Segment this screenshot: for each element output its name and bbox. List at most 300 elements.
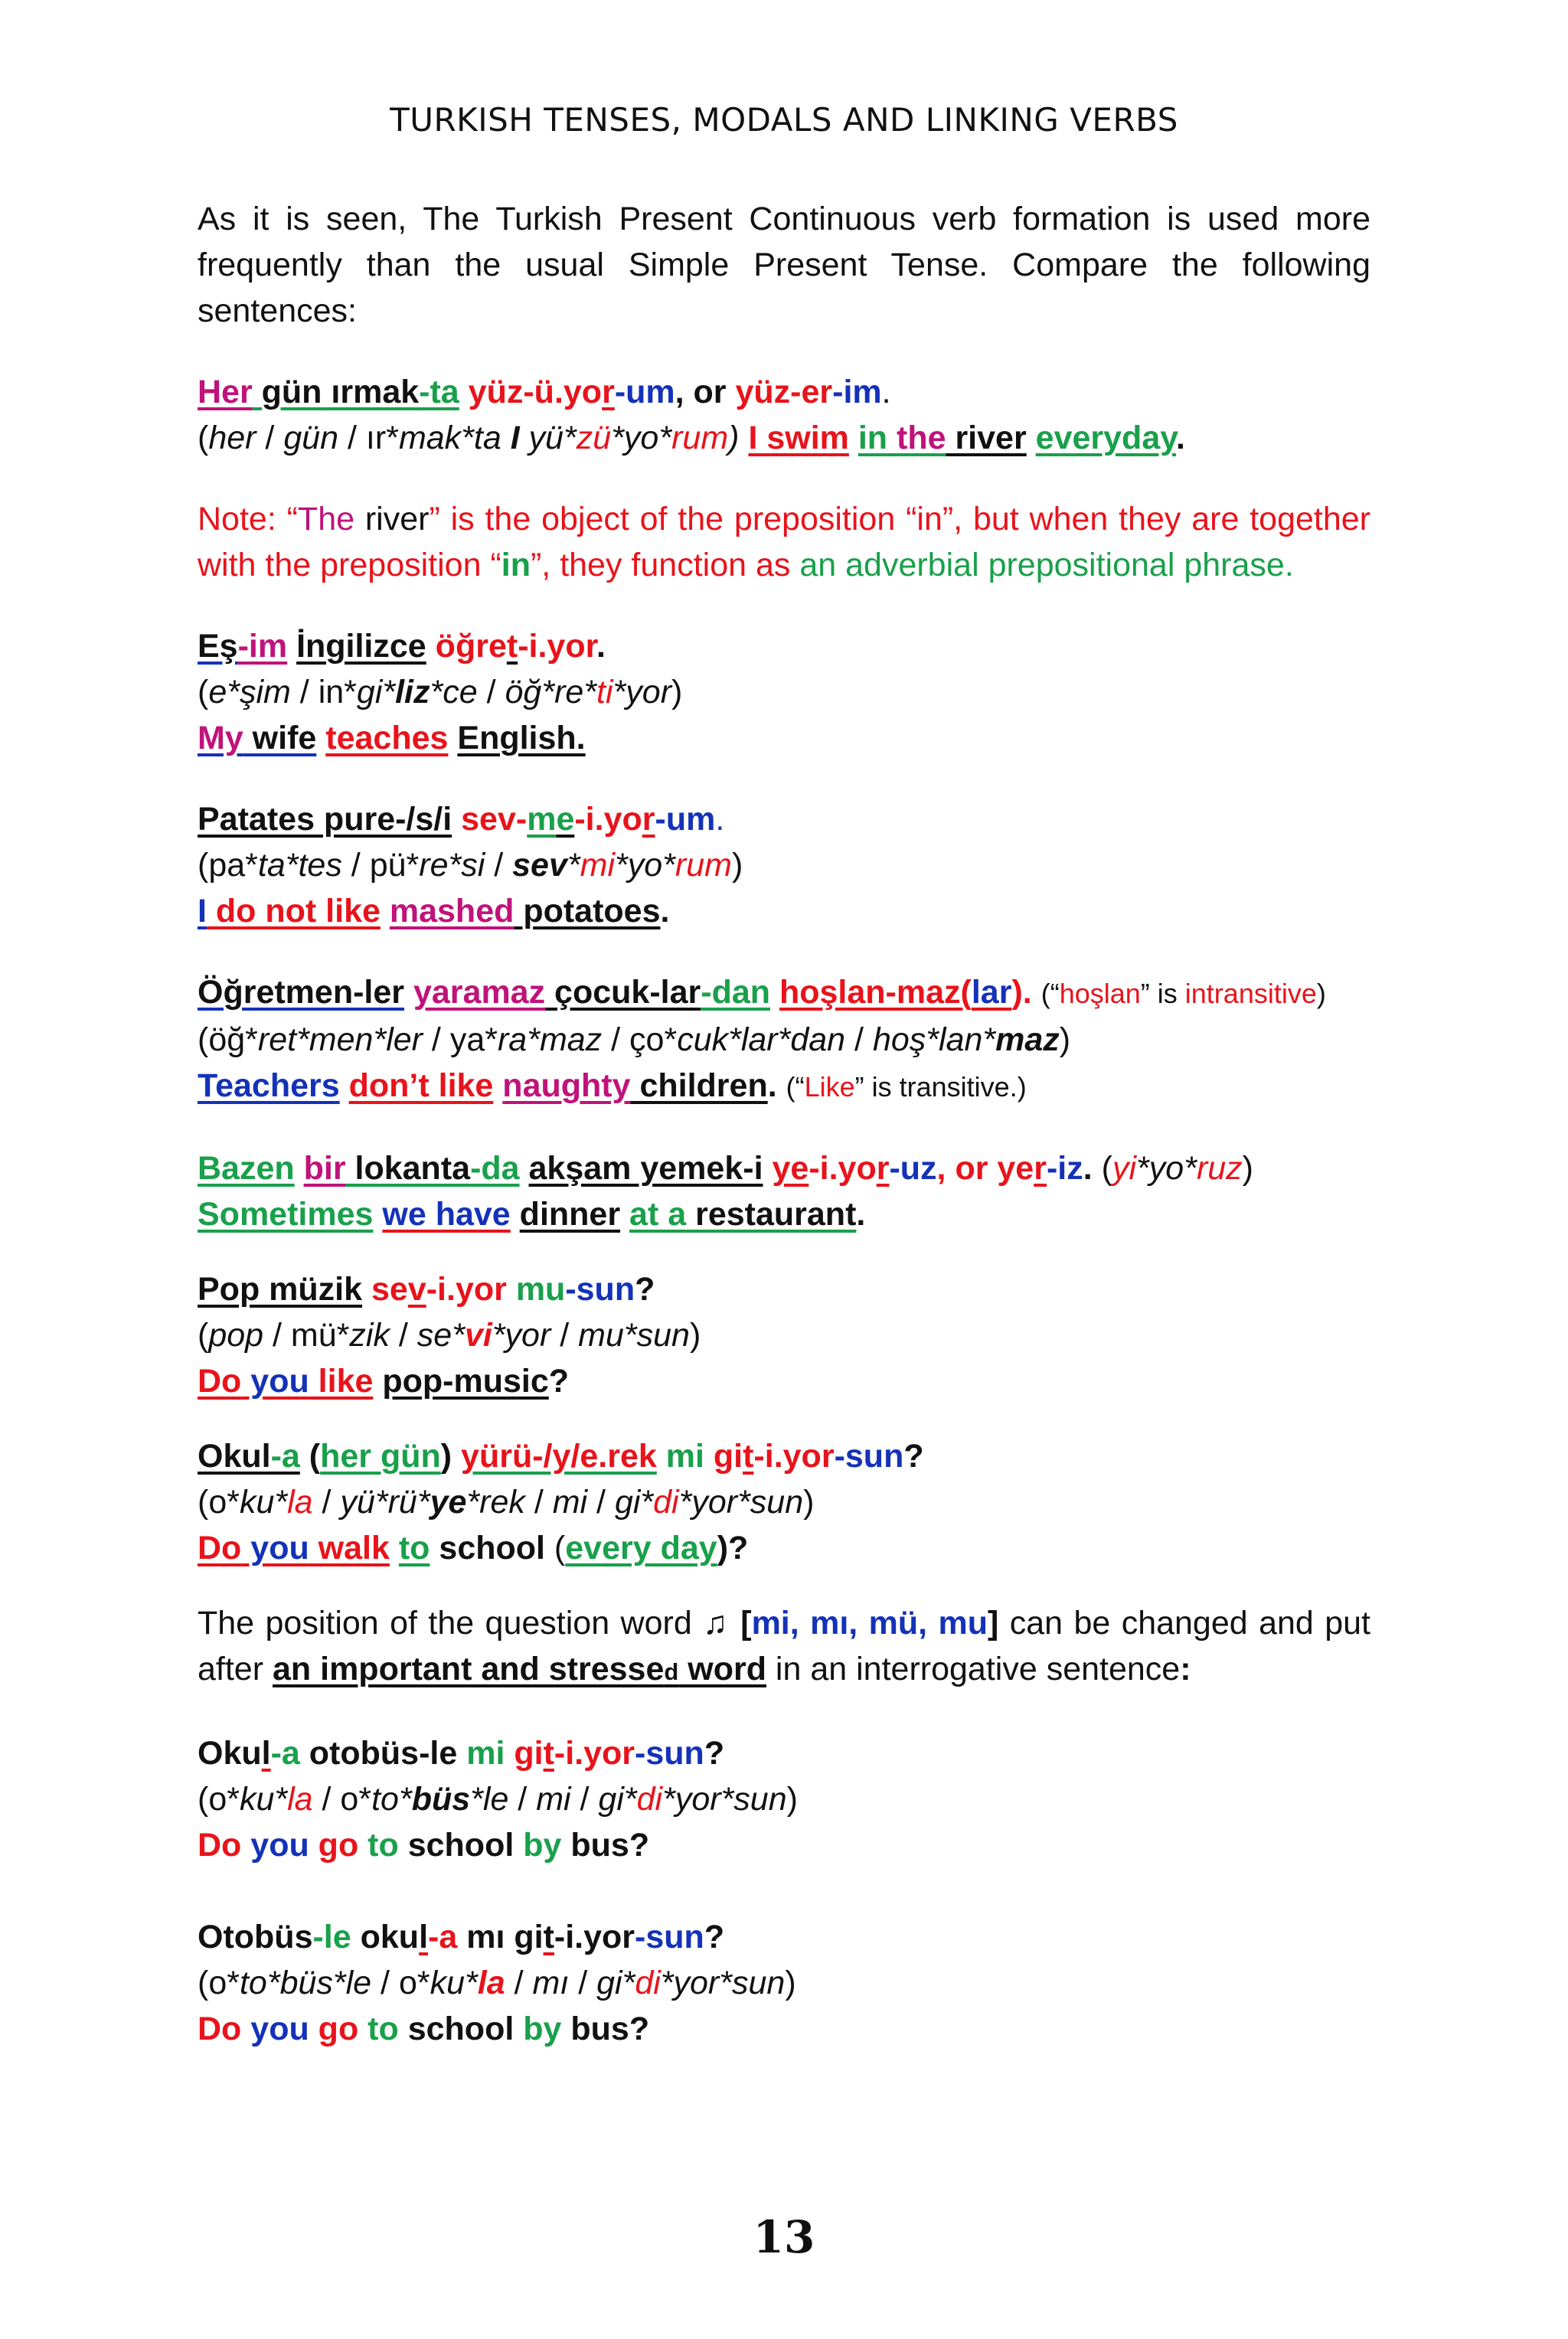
word: yürü-/y/e.rek xyxy=(461,1438,657,1475)
syllable: zü xyxy=(576,420,612,456)
space xyxy=(373,1196,382,1233)
paren: ) xyxy=(689,1317,701,1354)
syllable: liz xyxy=(395,674,430,711)
punctuation: ? xyxy=(548,1363,570,1400)
syllable: gün xyxy=(283,420,339,456)
translation-word: like xyxy=(309,1363,374,1400)
translation-word: I swim xyxy=(748,420,849,456)
syllable: * xyxy=(567,847,580,884)
syllable: *yo* xyxy=(611,420,672,456)
paren: ( xyxy=(544,1530,566,1566)
translation-word: by xyxy=(514,1827,562,1864)
word: Pop müzik xyxy=(198,1271,363,1308)
syllable: to* xyxy=(371,1781,412,1818)
syllable: hoş*lan* xyxy=(872,1021,996,1058)
note-text: The xyxy=(297,501,355,537)
suffix: lar xyxy=(971,974,1012,1011)
verb-root: gi xyxy=(505,1919,544,1955)
suffix: -a xyxy=(270,1735,300,1772)
syllable: / mü* xyxy=(263,1317,350,1354)
punctuation: )? xyxy=(717,1530,749,1566)
question-particle: mi xyxy=(656,1438,704,1475)
suffix: -im xyxy=(832,374,882,410)
example-8-pronunciation xyxy=(198,1776,1370,1822)
syllable: la xyxy=(287,1781,313,1818)
word: l xyxy=(261,1735,271,1772)
space xyxy=(448,720,457,756)
suffix: -ta xyxy=(419,374,459,410)
example-6-translation xyxy=(198,1358,1370,1404)
syllable: gi* xyxy=(598,1781,637,1818)
word: akşam yemek-i xyxy=(528,1150,763,1187)
syllable: ye xyxy=(430,1484,467,1521)
emphasis: word xyxy=(678,1651,766,1687)
translation-word: at a xyxy=(629,1196,687,1233)
separator: / xyxy=(845,1021,873,1058)
translation-word: school xyxy=(398,2011,514,2047)
verb-root: se xyxy=(362,1271,408,1308)
translation-word: to xyxy=(358,1827,399,1864)
suffix: -uz xyxy=(889,1150,937,1187)
translation-word: I xyxy=(198,893,207,929)
paren: ( xyxy=(198,420,209,456)
suffix: -im xyxy=(237,628,288,665)
translation-word: bus? xyxy=(561,1827,650,1864)
separator: / xyxy=(524,1484,553,1521)
note-text: ” is the object of the preposition “in”, but when they are together with the preposition “ xyxy=(198,501,1371,583)
separator: / xyxy=(550,1317,579,1354)
example-7-pronunciation xyxy=(198,1479,1370,1525)
syllable: (o* xyxy=(198,1484,240,1521)
suffix: -i.yor xyxy=(426,1271,507,1308)
word: yaramaz xyxy=(413,974,546,1011)
syllable: cuk*lar*dan xyxy=(677,1021,846,1058)
word: Bazen xyxy=(198,1150,295,1187)
syllable: rum xyxy=(671,420,729,456)
example-5 xyxy=(198,1145,1370,1237)
paren: ) xyxy=(671,674,683,711)
translation-word: the xyxy=(887,420,946,456)
separator: / xyxy=(570,1781,599,1818)
suffix: -da xyxy=(470,1150,520,1187)
paren: ( xyxy=(198,674,209,711)
syllable: ra*maz xyxy=(497,1021,603,1058)
word: oku xyxy=(351,1919,420,1955)
punctuation: . xyxy=(1083,1150,1093,1187)
space xyxy=(849,420,858,456)
example-1-pronunciation xyxy=(198,415,1370,461)
example-6 xyxy=(198,1266,1370,1404)
word: Patates pure-/s/i xyxy=(198,801,452,838)
verb-root: ye xyxy=(772,1150,809,1187)
verb: hoşlan-maz xyxy=(779,974,961,1011)
example-4-turkish xyxy=(198,969,1370,1017)
syllable: di xyxy=(653,1484,679,1521)
punctuation: . xyxy=(1022,974,1041,1011)
word: otobüs-le xyxy=(299,1735,458,1772)
word: gün xyxy=(252,374,322,410)
space xyxy=(763,1150,773,1187)
syllable: di xyxy=(635,1965,661,2001)
comment: Like xyxy=(804,1071,855,1103)
page-number: 13 xyxy=(753,2211,815,2263)
bracket: ] xyxy=(988,1605,999,1642)
paren: ( xyxy=(1092,1150,1112,1187)
emphasis: an important and stresse xyxy=(273,1651,665,1687)
translation-word: you xyxy=(241,2011,309,2047)
suffix: -i.yor xyxy=(554,1919,635,1955)
space xyxy=(340,1067,349,1104)
example-8-turkish xyxy=(198,1730,1370,1776)
verb-root: gi xyxy=(704,1438,743,1475)
comment: ” is xyxy=(1140,978,1185,1009)
suffix: r xyxy=(602,374,615,410)
separator: / xyxy=(312,1484,341,1521)
punctuation: : xyxy=(1180,1651,1191,1687)
suffix: -sun xyxy=(635,1735,704,1772)
verb-root: yüz xyxy=(735,374,791,410)
suffix: -i.yor xyxy=(554,1735,635,1772)
translation-word: by xyxy=(514,2011,562,2047)
paren: ) xyxy=(440,1438,462,1475)
example-9-pronunciation xyxy=(198,1960,1370,2006)
comment: ” is transitive.) xyxy=(854,1071,1027,1103)
example-9 xyxy=(198,1914,1370,2052)
translation-word: restaurant xyxy=(686,1196,857,1233)
punctuation: . xyxy=(596,628,606,665)
suffix: -er xyxy=(790,374,833,410)
suffix: r xyxy=(1034,1150,1047,1187)
example-7-translation xyxy=(198,1525,1370,1571)
translation-word: walk xyxy=(309,1530,390,1566)
separator: / xyxy=(485,847,513,884)
paren: ) xyxy=(786,1781,798,1818)
punctuation: ? xyxy=(704,1735,725,1772)
space xyxy=(295,1150,304,1187)
syllable: ku* xyxy=(430,1965,478,2001)
syllable: *yor*sun xyxy=(662,1781,787,1818)
separator: / xyxy=(505,1965,533,2001)
separator: / xyxy=(508,1781,537,1818)
example-1-turkish xyxy=(198,369,1370,415)
question-particle: mı xyxy=(457,1919,505,1955)
syllable: / ya* xyxy=(422,1021,498,1058)
space xyxy=(511,1196,520,1233)
syllable: *yor*sun xyxy=(678,1484,804,1521)
example-2-turkish xyxy=(198,623,1370,669)
translation-word: go xyxy=(309,2011,359,2047)
syllable: / o* xyxy=(371,1965,430,2001)
translation-word: Do xyxy=(198,1827,242,1864)
paren: ) xyxy=(803,1484,815,1521)
note-text: in xyxy=(501,547,531,583)
example-7 xyxy=(198,1433,1370,1571)
syllable: *yor xyxy=(492,1317,551,1354)
translation-word: Teachers xyxy=(198,1067,340,1104)
suffix: -a xyxy=(428,1919,458,1955)
paren: ) xyxy=(731,847,743,884)
paren: ) xyxy=(785,1965,796,2001)
syllable: I xyxy=(501,420,529,456)
translation-word: Do xyxy=(198,2011,242,2047)
example-9-turkish xyxy=(198,1914,1370,1960)
word: Okul xyxy=(198,1438,271,1475)
paren: ) xyxy=(728,420,749,456)
syllable: *yo* xyxy=(1136,1150,1197,1187)
suffix: m xyxy=(527,801,557,838)
space xyxy=(493,1067,502,1104)
syllable: *yo* xyxy=(615,847,675,884)
syllable: mi xyxy=(536,1781,571,1818)
suffix: -sun xyxy=(834,1438,904,1475)
example-4 xyxy=(198,969,1370,1110)
punctuation: . xyxy=(1175,420,1185,456)
verb-root: v xyxy=(407,1271,426,1308)
syllable: la xyxy=(477,1965,505,2001)
suffix: -sun xyxy=(565,1271,635,1308)
translation-word: to xyxy=(398,1530,430,1566)
syllable: *yor*sun xyxy=(660,1965,786,2001)
verb-root: t xyxy=(506,628,518,665)
separator: / xyxy=(389,1317,417,1354)
emphasis: d xyxy=(664,1658,679,1685)
translation-word: do not like xyxy=(206,893,381,929)
syllable: ti xyxy=(596,674,613,711)
example-2-pronunciation xyxy=(198,669,1370,715)
suffix: -um xyxy=(655,801,716,838)
translation-word: children xyxy=(630,1067,768,1104)
verb-root: t xyxy=(543,1919,554,1955)
example-3-translation xyxy=(198,888,1370,934)
suffix: -i.yo xyxy=(808,1150,877,1187)
syllable: / ı xyxy=(338,420,375,456)
syllable: / ço* xyxy=(602,1021,678,1058)
translation-word: Do xyxy=(198,1530,242,1566)
note-text: river xyxy=(354,501,430,537)
syllable: mu*sun xyxy=(578,1317,690,1354)
space xyxy=(404,974,413,1011)
verb-root: yüz xyxy=(468,374,524,410)
word: lokanta xyxy=(345,1150,471,1187)
punctuation: . xyxy=(715,801,725,838)
syllable: se* xyxy=(416,1317,465,1354)
comment: (“ xyxy=(786,1071,805,1103)
translation-word: school xyxy=(398,1827,514,1864)
syllable: di xyxy=(636,1781,663,1818)
space xyxy=(316,720,325,756)
bracket: [ xyxy=(740,1605,752,1642)
text: The position of the question word xyxy=(198,1605,704,1642)
translation-word: teaches xyxy=(325,720,449,756)
translation-word: mashed xyxy=(389,893,514,929)
page-content xyxy=(198,196,1370,2052)
verb-root: gi xyxy=(505,1735,544,1772)
separator: / in* xyxy=(290,674,357,711)
suffix: -dan xyxy=(701,974,771,1011)
comment: (“ xyxy=(1040,978,1060,1009)
paren: ( xyxy=(198,1317,209,1354)
word: çocuk-lar xyxy=(545,974,701,1011)
word: Otobüs xyxy=(198,1919,313,1955)
syllable: / o* xyxy=(312,1781,372,1818)
comment: ) xyxy=(1316,978,1326,1009)
verb-root: t xyxy=(743,1438,754,1475)
syllable: ret*men*ler xyxy=(257,1021,423,1058)
comment: intransitive xyxy=(1184,978,1317,1009)
word: Her xyxy=(198,374,253,410)
space xyxy=(381,893,390,929)
word: İngilizce xyxy=(296,628,426,665)
connector: , or xyxy=(675,374,736,410)
syllable: r* xyxy=(374,420,399,456)
running-header: TURKISH TENSES, MODALS AND LINKING VERBS xyxy=(390,101,1178,139)
space xyxy=(620,1196,629,1233)
syllable: maz xyxy=(995,1021,1060,1058)
syllable: *rek xyxy=(466,1484,525,1521)
punctuation: ? xyxy=(903,1438,924,1475)
example-2-translation xyxy=(198,715,1370,761)
space xyxy=(373,1363,382,1400)
syllable: (o* xyxy=(198,1781,240,1818)
syllable: yü* xyxy=(528,420,577,456)
verb-root: ye xyxy=(997,1150,1034,1187)
translation-word: My xyxy=(198,720,243,756)
music-note-icon: ♫ xyxy=(703,1605,741,1642)
translation-word: go xyxy=(309,1827,359,1864)
syllable: e*şim xyxy=(208,674,291,711)
connector: , or xyxy=(936,1150,998,1187)
separator: / xyxy=(587,1484,615,1521)
translation-word: you xyxy=(241,1827,309,1864)
space xyxy=(520,1150,529,1187)
translation-word: river xyxy=(946,420,1027,456)
example-5-turkish xyxy=(198,1145,1370,1191)
syllable: pop xyxy=(208,1317,264,1354)
space xyxy=(426,628,436,665)
word: her gün xyxy=(320,1438,441,1475)
separator: / xyxy=(256,420,284,456)
example-6-turkish xyxy=(198,1266,1370,1312)
text: can be changed and put after xyxy=(198,1605,1371,1687)
translation-word: Sometimes xyxy=(198,1196,374,1233)
translation-word: every day xyxy=(565,1530,717,1566)
translation-word: you xyxy=(241,1363,309,1400)
position-paragraph xyxy=(198,1600,1370,1695)
verb-root: öğre xyxy=(435,628,507,665)
suffix: r xyxy=(642,801,655,838)
syllable: ku* xyxy=(239,1781,288,1818)
example-7-turkish xyxy=(198,1433,1370,1479)
example-3 xyxy=(198,796,1370,934)
question-particle: mi xyxy=(457,1735,505,1772)
syllable: re*si xyxy=(419,847,485,884)
syllable: vi xyxy=(464,1317,492,1354)
syllable: sev xyxy=(512,847,567,884)
syllable: her xyxy=(208,420,256,456)
punctuation: . xyxy=(881,374,891,410)
syllable: zik xyxy=(349,1317,390,1354)
note-text: ”, they function as xyxy=(530,547,800,583)
separator: / xyxy=(477,674,505,711)
example-4-pronunciation xyxy=(198,1017,1370,1063)
translation-word: potatoes xyxy=(514,893,661,929)
translation-word: don’t like xyxy=(348,1067,494,1104)
translation-word: pop-music xyxy=(382,1363,549,1400)
punctuation: ? xyxy=(635,1271,655,1308)
suffix: -um xyxy=(614,374,675,410)
suffix: -iz xyxy=(1046,1150,1083,1187)
syllable: mi xyxy=(552,1484,588,1521)
verb-root: t xyxy=(543,1735,554,1772)
translation-word: we have xyxy=(382,1196,511,1233)
example-9-translation xyxy=(198,2006,1370,2052)
syllable: rum xyxy=(675,847,732,884)
translation-word: school xyxy=(430,1530,545,1566)
comment: hoşlan xyxy=(1059,978,1141,1009)
translation-word: everyday xyxy=(1035,420,1176,456)
syllable: mak*ta xyxy=(398,420,501,456)
paren: ( xyxy=(299,1438,321,1475)
syllable: gi* xyxy=(356,674,396,711)
syllable: *le xyxy=(470,1781,509,1818)
syllable: (pa* xyxy=(198,847,258,884)
translation-word: Do xyxy=(198,1363,242,1400)
question-particle: mu xyxy=(506,1271,566,1308)
syllable: ku* xyxy=(239,1484,288,1521)
syllable: mı xyxy=(532,1965,570,2001)
syllable: yi xyxy=(1112,1150,1137,1187)
syllable: büs xyxy=(411,1781,471,1818)
syllable: (öğ* xyxy=(198,1021,258,1058)
syllable: gi* xyxy=(596,1965,635,2001)
space xyxy=(390,1530,399,1566)
syllable: la xyxy=(287,1484,313,1521)
punctuation: . xyxy=(856,1196,866,1233)
syllable: gi* xyxy=(614,1484,654,1521)
question-words: mi, mı, mü, mu xyxy=(751,1605,988,1642)
translation-word: dinner xyxy=(519,1196,621,1233)
translation-word: English. xyxy=(457,720,586,756)
translation-word: bus? xyxy=(561,2011,650,2047)
verb-root: sev- xyxy=(452,801,528,838)
suffix: -a xyxy=(270,1438,300,1475)
word: Öğretmen-ler xyxy=(198,974,405,1011)
syllable: *ce xyxy=(430,674,478,711)
suffix: -le xyxy=(312,1919,351,1955)
space xyxy=(287,628,296,665)
example-3-turkish xyxy=(198,796,1370,842)
paren: ) xyxy=(1242,1150,1253,1187)
suffix: r xyxy=(876,1150,890,1187)
word: Eş xyxy=(198,628,238,665)
syllable: yü*rü* xyxy=(340,1484,430,1521)
word: bir xyxy=(303,1150,346,1187)
word: ırmak xyxy=(322,374,420,410)
space xyxy=(1027,420,1036,456)
syllable: öğ*re* xyxy=(505,674,597,711)
suffix: e xyxy=(556,801,575,838)
punctuation: . xyxy=(767,1067,786,1104)
example-6-pronunciation xyxy=(198,1312,1370,1358)
word: Oku xyxy=(198,1735,262,1772)
intro-paragraph: As it is seen, The Turkish Present Continuous verb formation is used more frequently than the usual Simple Present Tense. Compare the following sentences: xyxy=(198,201,1370,329)
suffix: -i.yo xyxy=(574,801,642,838)
note-text: Note: “ xyxy=(198,501,298,537)
example-1 xyxy=(198,369,1370,461)
translation-word: to xyxy=(358,2011,399,2047)
translation-word: wife xyxy=(243,720,317,756)
separator: / xyxy=(569,1965,597,2001)
